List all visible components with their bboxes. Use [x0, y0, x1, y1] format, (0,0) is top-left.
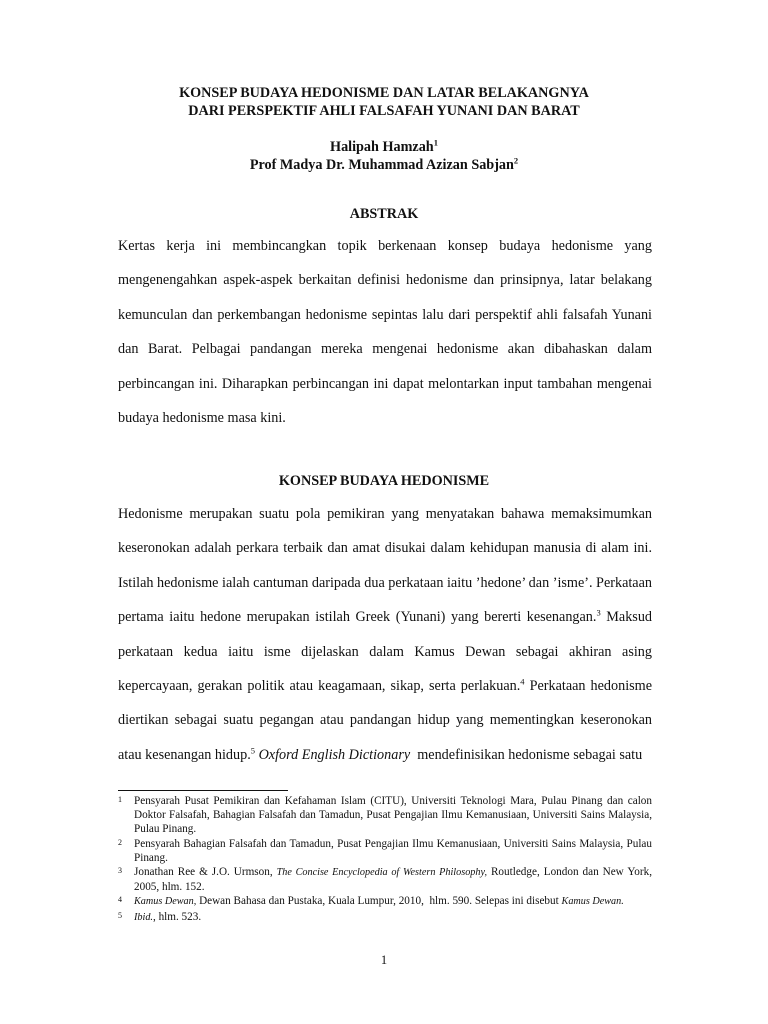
body-text: Perkataan hedonisme diertikan sebagai suatu pegangan atau pandangan hidup yang mementingkan keseronokan atau kesenangan hidup.	[118, 678, 652, 763]
footnote-4	[118, 894, 652, 909]
footnote-text-part: Jonathan Ree & J.O. Urmson,	[134, 866, 277, 879]
paper-title-line-2: DARI PERSPEKTIF AHLI FALSAFAH YUNANI DAN BARAT	[188, 103, 580, 119]
footnote-1	[118, 794, 652, 837]
footnote-text	[134, 865, 652, 894]
author-name: Halipah Hamzah	[330, 139, 434, 155]
footnotes	[118, 794, 652, 925]
footnote-text: Pensyarah Pusat Pemikiran dan Kefahaman Islam (CITU), Universiti Teknologi Mara, Pulau Pinang dan calon Doktor Falsafah, Bahagian Falsafah dan Tamadun, Pusat Pengajian Ilmu Kemanusiaan, Universiti Sains Malaysia, Pulau Pinang.	[134, 795, 652, 836]
dictionary-title: Oxford English Dictionary	[258, 746, 411, 763]
book-title: The Concise Encyclopedia of Western Philosophy,	[276, 867, 487, 879]
footnote-mark[interactable]: 2	[513, 155, 519, 166]
footnote-2	[118, 837, 652, 865]
body-text: Hedonisme merupakan suatu pola pemikiran yang menyatakan bahawa memaksimumkan keseronokan adalah perkara terbaik dan amat disukai dalam kehidupan manusia di alam ini. Istilah hedonisme ialah cantuman daripada dua perkataan iaitu ’hedone’ dan ’isme’. Perkataan pertama iaitu hedone merupakan istilah Greek (Yunani) yang bererti kesenangan.	[118, 506, 652, 626]
footnote-text	[134, 910, 652, 925]
footnote-text-part: Routledge, London dan New York, 2005, hlm. 152.	[134, 866, 652, 894]
footnote-mark[interactable]: 5	[250, 745, 256, 756]
abstract-heading: ABSTRAK	[349, 206, 419, 222]
footnote-5	[118, 910, 652, 925]
book-title: Kamus Dewan,	[134, 896, 197, 908]
footnote-number: 1	[118, 795, 122, 804]
footnote-number: 4	[118, 895, 122, 905]
book-title: Ibid.	[134, 911, 153, 923]
body-text: Maksud perkataan kedua iaitu isme dijelaskan dalam Kamus Dewan sebagai akhiran asing kepercayaan, gerakan politik atau keagamaan, sikap, serta perlakuan.	[118, 609, 653, 695]
section-heading: KONSEP BUDAYA HEDONISME	[278, 473, 490, 489]
footnote-3	[118, 865, 652, 894]
page-number: 1	[380, 953, 388, 967]
author-1	[0, 138, 768, 156]
footnote-text-part: , hlm. 523.	[152, 910, 202, 923]
footnote-number: 5	[118, 910, 122, 920]
footnote-number: 3	[118, 866, 122, 876]
paper-title-line-1: KONSEP BUDAYA HEDONISME DAN LATAR BELAKANGNYA	[179, 85, 589, 101]
footnote-number: 2	[118, 837, 122, 847]
body-text: mendefinisikan hedonisme sebagai satu	[410, 746, 643, 763]
author-2	[0, 156, 768, 174]
author-name: Prof Madya Dr. Muhammad Azizan Sabjan	[249, 157, 514, 173]
footnote-mark[interactable]: 3	[596, 607, 601, 618]
footnote-text-part: Dewan Bahasa dan Pustaka, Kuala Lumpur, 2010, hlm. 590. Selepas ini disebut	[196, 895, 562, 908]
book-title: Kamus Dewan.	[561, 896, 624, 908]
abstract-text: Kertas kerja ini membincangkan topik berkenaan konsep budaya hedonisme yang mengenengahkan aspek-aspek berkaitan definisi hedonisme dan prinsipnya, latar belakang kemunculan dan perkembangan hedonisme sepintas lalu dari perspektif ahli falsafah Yunani dan Barat. Pelbagai pandangan mereka mengenai hedonisme akan dibahaskan dalam perbincangan ini. Diharapkan perbincangan ini dapat melontarkan input tambahan mengenai budaya hedonisme masa kini.	[118, 238, 652, 427]
footnote-mark[interactable]: 1	[433, 137, 438, 148]
footnote-mark[interactable]: 4	[520, 676, 525, 687]
footnote-text	[134, 894, 652, 909]
footnote-text: Pensyarah Bahagian Falsafah dan Tamadun, Pusat Pengajian Ilmu Kemanusiaan, Universiti Sains Malaysia, Pulau Pinang.	[134, 837, 652, 864]
body-paragraph	[118, 497, 652, 772]
footnote-separator	[118, 790, 288, 791]
